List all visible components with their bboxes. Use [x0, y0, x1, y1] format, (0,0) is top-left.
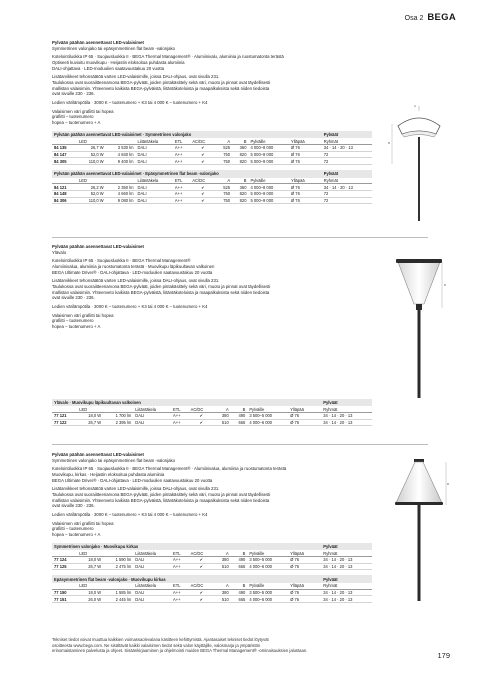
table-cell: 72	[322, 151, 372, 158]
section-subtitle: Symmetrinen valonjako tai epäsymmetrinen flat beam -valonjako	[52, 45, 175, 51]
section-subtitle: Symmetrinen valonjako tai epäsymmetrinen flat beam -valonjako	[52, 457, 175, 463]
article-number: 84 121	[52, 184, 77, 191]
table-cell: 380	[214, 412, 231, 419]
page-number: 179	[437, 651, 450, 660]
table-cell: A++	[171, 419, 189, 426]
table-cell: 72	[322, 197, 372, 204]
table-row	[52, 184, 372, 191]
column-header: LED	[77, 406, 103, 412]
column-header: B	[232, 178, 248, 184]
note-line: mallistan valaisimiin. Yhteenveto kaikista BEGA-pylväistä, liitäntäkoteloista ja maapalkuksista sekä niiden tiedoista	[52, 85, 270, 91]
table-row	[52, 589, 372, 596]
page-header	[405, 12, 456, 23]
column-header: ETL	[171, 550, 189, 556]
column-header: Pylväille	[248, 178, 289, 184]
table-cell: ✔	[190, 144, 215, 151]
table-cell: ✔	[189, 596, 215, 603]
table-cell: A++	[173, 184, 190, 191]
table-cell: 2 350 lm	[106, 184, 136, 191]
table-cell: 665	[231, 563, 248, 570]
table-cell: Ø 76	[288, 412, 315, 419]
spec-table-grid	[52, 575, 372, 603]
spacer	[52, 330, 372, 394]
column-header: Ylläpää	[288, 406, 315, 412]
table-caption: Pylvään päähän asennettavat LED-valaisimet · Symmetrinen valonjako	[52, 131, 322, 138]
column-header: AC/DC	[189, 583, 215, 589]
table-cell: 18,0 W	[77, 412, 103, 419]
column-header: AC/DC	[190, 138, 215, 144]
table-caption: Pylvään päähän asennettavat LED-valaisimet · Epäsymmetrinen flat beam -valonjako	[52, 170, 322, 177]
spec-table	[52, 399, 372, 427]
table-cell: 34 · 14 · 20 · 13	[321, 412, 372, 419]
table-row	[52, 190, 372, 197]
table-cell: 4 000–8 000	[248, 184, 289, 191]
note-line: Lisätarvikkeet tehonsäätöä varten LED-valaisimille, joissa DALI-ohjaus, ovat sivulla 231.	[52, 74, 220, 80]
table-cell: 665	[231, 596, 248, 603]
table-cell: DALI	[136, 197, 173, 204]
table-caption: Ylävalo · Muovikupu läpikuultavan valkoinen	[52, 399, 321, 406]
table-cell: ✔	[189, 412, 215, 419]
article-number: 77 125	[52, 563, 77, 570]
table-cell: 9 400 lm	[106, 158, 136, 165]
desc-line: Kotelointiluokka IP 65 · Suojausluokka II · BEGA Thermal Management® · Alumiinivalu, alumiinia ja ruostumatonta terästä	[52, 54, 284, 60]
column-header: A	[214, 406, 231, 412]
table-cell: DALI	[136, 158, 173, 165]
table-cell: A++	[171, 563, 189, 570]
column-header: B	[231, 406, 248, 412]
table-row	[52, 158, 372, 165]
table-cell: 34 · 14 · 20 · 13	[321, 589, 372, 596]
finish-line: grafiitti – tuotenumero	[52, 114, 94, 120]
table-cell: 4 000–6 000	[247, 419, 288, 426]
table-cell: 72	[322, 158, 372, 165]
section-title: Pylvään päähän asennettavat LED-valaisimet	[52, 244, 144, 249]
svg-text:A: A	[414, 104, 417, 108]
conical-lamp-icon	[384, 455, 454, 605]
table-cell: ✔	[189, 563, 215, 570]
table-cell: 510	[214, 419, 231, 426]
table-cell: ✔	[189, 556, 215, 563]
table-cell: 52,0 W	[77, 190, 106, 197]
desc-line: Alumiinivalua, alumiinia ja ruostumatonta terästä · Muovikupu läpikuultavan valkoinen	[52, 264, 215, 270]
table-cell: A++	[173, 151, 190, 158]
desc-line: Optiseeti kuvioitu muovikupu · Heijastin eloksoitua puhdasta alumiinia	[52, 60, 185, 66]
column-header: A	[214, 550, 231, 556]
spec-table-grid	[52, 543, 372, 571]
column-header: ETL	[173, 138, 190, 144]
note-line: Taulukossa ovat suoraiitteenarvona BEGA-pylväät, joiden pintakäsittely sekä väri, muoto ja pinnat ovat täydellisesti	[52, 80, 271, 86]
column-header: AC/DC	[189, 406, 215, 412]
table-cell: DALI	[136, 190, 173, 197]
table-cell: 4 000–8 000	[248, 144, 289, 151]
table-cell: 820	[232, 190, 248, 197]
finish-line: grafiitti – tuotenumero	[52, 526, 94, 532]
desc-line: Kotelointiluokka IP 65 · Suojausluokka II · BEGA Thermal Management®	[52, 258, 191, 264]
table-cell: 510	[214, 596, 231, 603]
table-cell: 3 500–5 000	[247, 556, 288, 563]
table-cell: 34 · 14 · 20 · 13	[321, 419, 372, 426]
table-group-heading: Pylväät	[322, 170, 372, 177]
footer-line: erinomaistaminen palvelusta ja ohjeet. Sisäänkirjaaminen ja ohjelmointi muiden BEGA Thermal Management® -ominaisuuksien jalustaan.	[52, 648, 308, 654]
spec-table	[52, 543, 372, 571]
table-cell: 72	[322, 190, 372, 197]
part-label: Osa 2	[404, 15, 424, 22]
column-header: B	[231, 550, 248, 556]
table-cell: Ø 76	[289, 151, 316, 158]
column-header: Liitäntäkela	[136, 178, 173, 184]
table-cell: DALI	[133, 412, 171, 419]
footer-line: osoitteesta www.bega.com. Ne sisältävät kaikki valaisimen tiedot sekä valon käyttäjille, valosmarja ja ympäristön	[52, 642, 261, 648]
finish-line: hopea – tuotenumero + A	[52, 532, 101, 538]
table-cell: 26,7 W	[77, 144, 106, 151]
column-header: Pylväille	[247, 583, 288, 589]
table-cell: ✔	[189, 589, 215, 596]
column-header: LED	[77, 550, 103, 556]
column-header: Ylläpää	[288, 550, 315, 556]
note-line: ovat sivuille 230 · 236.	[52, 295, 95, 301]
article-number: 77 150	[52, 589, 77, 596]
table-cell: 525	[216, 184, 232, 191]
table-cell: A++	[171, 412, 189, 419]
table-cell: A++	[171, 596, 189, 603]
table-cell: 380	[214, 589, 231, 596]
table-cell: 4 840 lm	[106, 151, 136, 158]
svg-text:B: B	[447, 482, 450, 486]
table-row	[52, 563, 372, 570]
table-cell: 490	[231, 589, 248, 596]
column-header: ETL	[173, 178, 190, 184]
table-caption-row	[52, 575, 372, 582]
table-cell: A++	[171, 589, 189, 596]
table-cell: 5 000–9 000	[248, 197, 289, 204]
note-line: mallistan valaisimiin. Yhteenveto kaikista BEGA-pylväistä, liitäntäkoteloista ja maapalkuksista sekä niiden tiedoista	[52, 289, 270, 295]
table-cell: Ø 76	[289, 144, 316, 151]
table-cell: Ø 76	[289, 197, 316, 204]
spec-table-grid	[52, 131, 372, 165]
column-header: ETL	[171, 583, 189, 589]
column-header: ETL	[171, 406, 189, 412]
table-cell: 3 500–5 000	[247, 589, 288, 596]
table-cell: 26,0 W	[77, 596, 103, 603]
table-cell: 4 000–6 000	[247, 563, 288, 570]
table-cell: 750	[216, 158, 232, 165]
table-row	[52, 412, 372, 419]
table-cell: DALI	[136, 151, 173, 158]
column-header: Pylväille	[248, 138, 289, 144]
table-cell: 750	[216, 197, 232, 204]
section-title: Pylvään päähän asennettavat LED-valaisimet	[52, 40, 144, 45]
column-header: Ylläpää	[288, 583, 315, 589]
table-row	[52, 596, 372, 603]
section-3	[52, 452, 372, 603]
table-cell: DALI	[133, 556, 171, 563]
column-header: AC/DC	[189, 550, 215, 556]
table-cell: 26,7 W	[77, 419, 103, 426]
section-title: Pylvään päähän asennettavat LED-valaisimet	[52, 452, 144, 457]
table-row	[52, 151, 372, 158]
table-cell: 5 000–9 000	[248, 158, 289, 165]
color-temperature: Ledien värilämpötila · 3000 K – tuotenumero + K3 tai 4 000 K – tuotenumero + K4	[52, 512, 208, 518]
table-row	[52, 556, 372, 563]
desc-line: DALI-ohjattava · LED-moduulien saatavuustakuu 20 vuotta	[52, 65, 165, 71]
table-caption-row	[52, 399, 372, 406]
svg-text:B: B	[388, 141, 391, 145]
column-header: A	[214, 583, 231, 589]
spec-table	[52, 575, 372, 603]
table-cell: 750	[216, 151, 232, 158]
table-caption-row	[52, 131, 372, 138]
section-divider	[52, 444, 428, 445]
section-divider	[52, 237, 428, 238]
column-header: A	[216, 178, 232, 184]
column-header: Pylväille	[247, 406, 288, 412]
article-number: 77 122	[52, 419, 77, 426]
column-header: Ryhmät	[321, 583, 372, 589]
table-cell: DALI	[136, 144, 173, 151]
table-cell: 820	[232, 197, 248, 204]
table-cell: DALI	[136, 184, 173, 191]
article-number: 77 151	[52, 596, 77, 603]
column-header: Liitäntäkela	[133, 550, 171, 556]
spec-table-grid	[52, 399, 372, 427]
finish-line: grafiitti – tuotenumero	[52, 318, 94, 324]
table-cell: 525	[216, 144, 232, 151]
article-number: 77 124	[52, 556, 77, 563]
spec-table	[52, 170, 372, 204]
desc-line: Muovikupu, kirkas · Heijastin eloksoitua puhdasta alumiinia	[52, 472, 165, 478]
table-cell: A++	[173, 158, 190, 165]
table-cell: 490	[231, 412, 248, 419]
note-line: Lisätarvikkeet tehonsäätöä varten LED-valaisimille, joissa DALI-ohjaus, ovat sivulla 231.	[52, 486, 220, 492]
table-cell: Ø 76	[288, 556, 315, 563]
finish-line: Valaisimen väri grafiitti tai hopea	[52, 312, 114, 318]
table-cell: Ø 76	[288, 589, 315, 596]
svg-text:B: B	[444, 283, 447, 287]
table-cell: DALI	[133, 596, 171, 603]
table-cell: 5 000–9 000	[248, 190, 289, 197]
column-header: Ryhmät	[321, 406, 372, 412]
spec-table	[52, 131, 372, 165]
table-cell: 34 · 14 · 20 · 13	[322, 144, 372, 151]
column-header: Ryhmät	[322, 138, 372, 144]
table-cell: 820	[232, 151, 248, 158]
article-number: 84 135	[52, 144, 77, 151]
table-cell: Ø 76	[288, 419, 315, 426]
table-cell: Ø 76	[289, 158, 316, 165]
table-cell: 2 445 lm	[103, 596, 133, 603]
article-number: 84 147	[52, 151, 77, 158]
table-cell: 110,0 W	[77, 197, 106, 204]
desc-line: BEGA Ultimate Driver® · DALI-ohjattava · LED-moduulien saatavuustakuu 20 vuotta	[52, 269, 213, 275]
finish-line: Valaisimen väri grafiitti tai hopea	[52, 520, 114, 526]
table-cell: ✔	[190, 184, 215, 191]
column-header: LED	[77, 138, 106, 144]
note-line: Taulukossa ovat suoraiitteenarvona BEGA-pylväät, joiden pintakäsittely sekä väri, muoto ja pinnat ovat täydellisesti	[52, 284, 271, 290]
section-2	[52, 244, 372, 426]
note-line: Lisätarvikkeet tehonsäätöä varten LED-valaisimille, joissa DALI-ohjaus, ovat sivulla 231.	[52, 278, 220, 284]
table-caption: Epäsymmetrinen flat beam -valonjako · Muovikupu kirkas	[52, 575, 321, 582]
uplight-lamp-icon	[384, 252, 454, 402]
column-header: B	[231, 583, 248, 589]
table-cell: 110,0 W	[77, 158, 106, 165]
table-cell: 34 · 14 · 20 · 13	[321, 596, 372, 603]
table-cell: DALI	[133, 589, 171, 596]
section-subtitle: Ylävalo	[52, 249, 67, 255]
table-cell: Ø 76	[289, 184, 316, 191]
column-header: Ryhmät	[321, 550, 372, 556]
table-cell: Ø 76	[288, 596, 315, 603]
table-cell: Ø 76	[288, 563, 315, 570]
table-cell: 665	[231, 419, 248, 426]
table-cell: 18,0 W	[77, 589, 103, 596]
table-cell: ✔	[190, 158, 215, 165]
table-cell: 1 585 lm	[103, 589, 133, 596]
article-number: 84 306	[52, 197, 77, 204]
table-cell: 34 · 14 · 20 · 13	[321, 563, 372, 570]
table-row	[52, 419, 372, 426]
column-header: Liitäntäkela	[136, 138, 173, 144]
table-cell: 34 · 14 · 20 · 13	[321, 556, 372, 563]
table-cell: 3 530 lm	[106, 144, 136, 151]
table-cell: 1 590 lm	[103, 556, 133, 563]
table-cell: 360	[232, 184, 248, 191]
table-cell: DALI	[133, 419, 171, 426]
table-cell: 820	[232, 158, 248, 165]
table-cell: A++	[173, 197, 190, 204]
table-cell: ✔	[190, 151, 215, 158]
column-header: Ylläpää	[289, 178, 316, 184]
column-header: Liitäntäkela	[133, 583, 171, 589]
article-number: 84 148	[52, 190, 77, 197]
footer-line: Tekniset tiedot voivat muuttua kaikkien voimassaolevalana käsitteen kehittymistä. Ajantasaiset tekniset tiedot löytyvät	[52, 637, 269, 642]
finish-line: hopea – tuotenumero + A	[52, 120, 101, 126]
table-cell: 52,0 W	[77, 151, 106, 158]
table-row	[52, 197, 372, 204]
column-header: Pylväille	[247, 550, 288, 556]
column-header: A	[216, 138, 232, 144]
table-cell: A++	[173, 190, 190, 197]
column-header: Ylläpää	[289, 138, 316, 144]
desc-line: BEGA Ultimate Driver® · DALI-ohjattava · LED-moduulien saatavuustakuu 20 vuotta	[52, 477, 213, 483]
table-cell: 5 000–9 000	[248, 151, 289, 158]
table-caption: Symmetrinen valonjako · Muovikupu kirkas	[52, 543, 321, 550]
table-row	[52, 144, 372, 151]
column-header: Ryhmät	[322, 178, 372, 184]
column-header: AC/DC	[190, 178, 215, 184]
note-line: ovat sivuille 230 · 236.	[52, 91, 95, 97]
table-cell: 18,0 W	[77, 556, 103, 563]
table-cell: 3 500–5 000	[247, 412, 288, 419]
article-number: 77 121	[52, 412, 77, 419]
color-temperature: Ledien värilämpötila · 3000 K – tuotenumero + K3 tai 4 000 K – tuotenumero + K4	[52, 100, 208, 106]
table-cell: 26,7 W	[77, 563, 103, 570]
table-cell: ✔	[190, 197, 215, 204]
table-cell: 4 660 lm	[106, 190, 136, 197]
table-cell: 380	[214, 556, 231, 563]
article-number: 84 305	[52, 158, 77, 165]
table-cell: Ø 76	[289, 190, 316, 197]
table-cell: 1 700 lm	[103, 412, 133, 419]
table-cell: 26,2 W	[77, 184, 106, 191]
pole-top-lamp-icon	[384, 104, 454, 224]
table-cell: ✔	[189, 419, 215, 426]
table-cell: 510	[214, 563, 231, 570]
table-cell: 490	[231, 556, 248, 563]
note-line: ovat sivuille 230 · 236.	[52, 503, 95, 509]
finish-line: Valaisimen väri grafiitti tai hopea	[52, 108, 114, 114]
section-1	[52, 40, 372, 204]
table-group-heading: Pylväät	[322, 131, 372, 138]
table-cell: A++	[173, 144, 190, 151]
table-cell: ✔	[190, 190, 215, 197]
table-cell: 2 395 lm	[103, 419, 133, 426]
spec-table-grid	[52, 170, 372, 204]
table-group-heading: Pylväät	[321, 543, 372, 550]
table-cell: 9 080 lm	[106, 197, 136, 204]
finish-line: hopea – tuotenumero + A	[52, 324, 101, 330]
table-cell: 34 · 14 · 20 · 13	[322, 184, 372, 191]
table-group-heading: Pylväät	[321, 575, 372, 582]
table-cell: 2 475 lm	[103, 563, 133, 570]
desc-line: Kotelointiluokka IP 65 · Suojausluokka II · BEGA Thermal Management® · Alumiinivalua, alumiinia ja ruostumatonta terästä	[52, 466, 287, 472]
table-cell: 4 000–6 000	[247, 596, 288, 603]
column-header: Liitäntäkela	[133, 406, 171, 412]
column-header: LED	[77, 178, 106, 184]
table-cell: 750	[216, 190, 232, 197]
note-line: mallistan valaisimiin. Yhteenveto kaikista BEGA-pylväistä, liitäntäkoteloista ja maapalkuksista sekä niiden tiedoista	[52, 497, 270, 503]
page-footer	[52, 637, 382, 654]
color-temperature: Ledien värilämpötila · 3000 K – tuotenumero + K3 tai 4 000 K – tuotenumero + K4	[52, 304, 208, 310]
table-caption-row	[52, 170, 372, 177]
table-cell: 360	[232, 144, 248, 151]
brand-logo: BEGA	[427, 12, 456, 23]
note-line: Taulukossa ovat suoraiitteenarvona BEGA-pylväät, joiden pintakäsittely sekä väri, muoto ja pinnat ovat täydellisesti	[52, 492, 271, 498]
table-group-heading: Pylväät	[321, 399, 372, 406]
column-header: LED	[77, 583, 103, 589]
column-header: B	[232, 138, 248, 144]
table-cell: DALI	[133, 563, 171, 570]
table-caption-row	[52, 543, 372, 550]
table-cell: A++	[171, 556, 189, 563]
